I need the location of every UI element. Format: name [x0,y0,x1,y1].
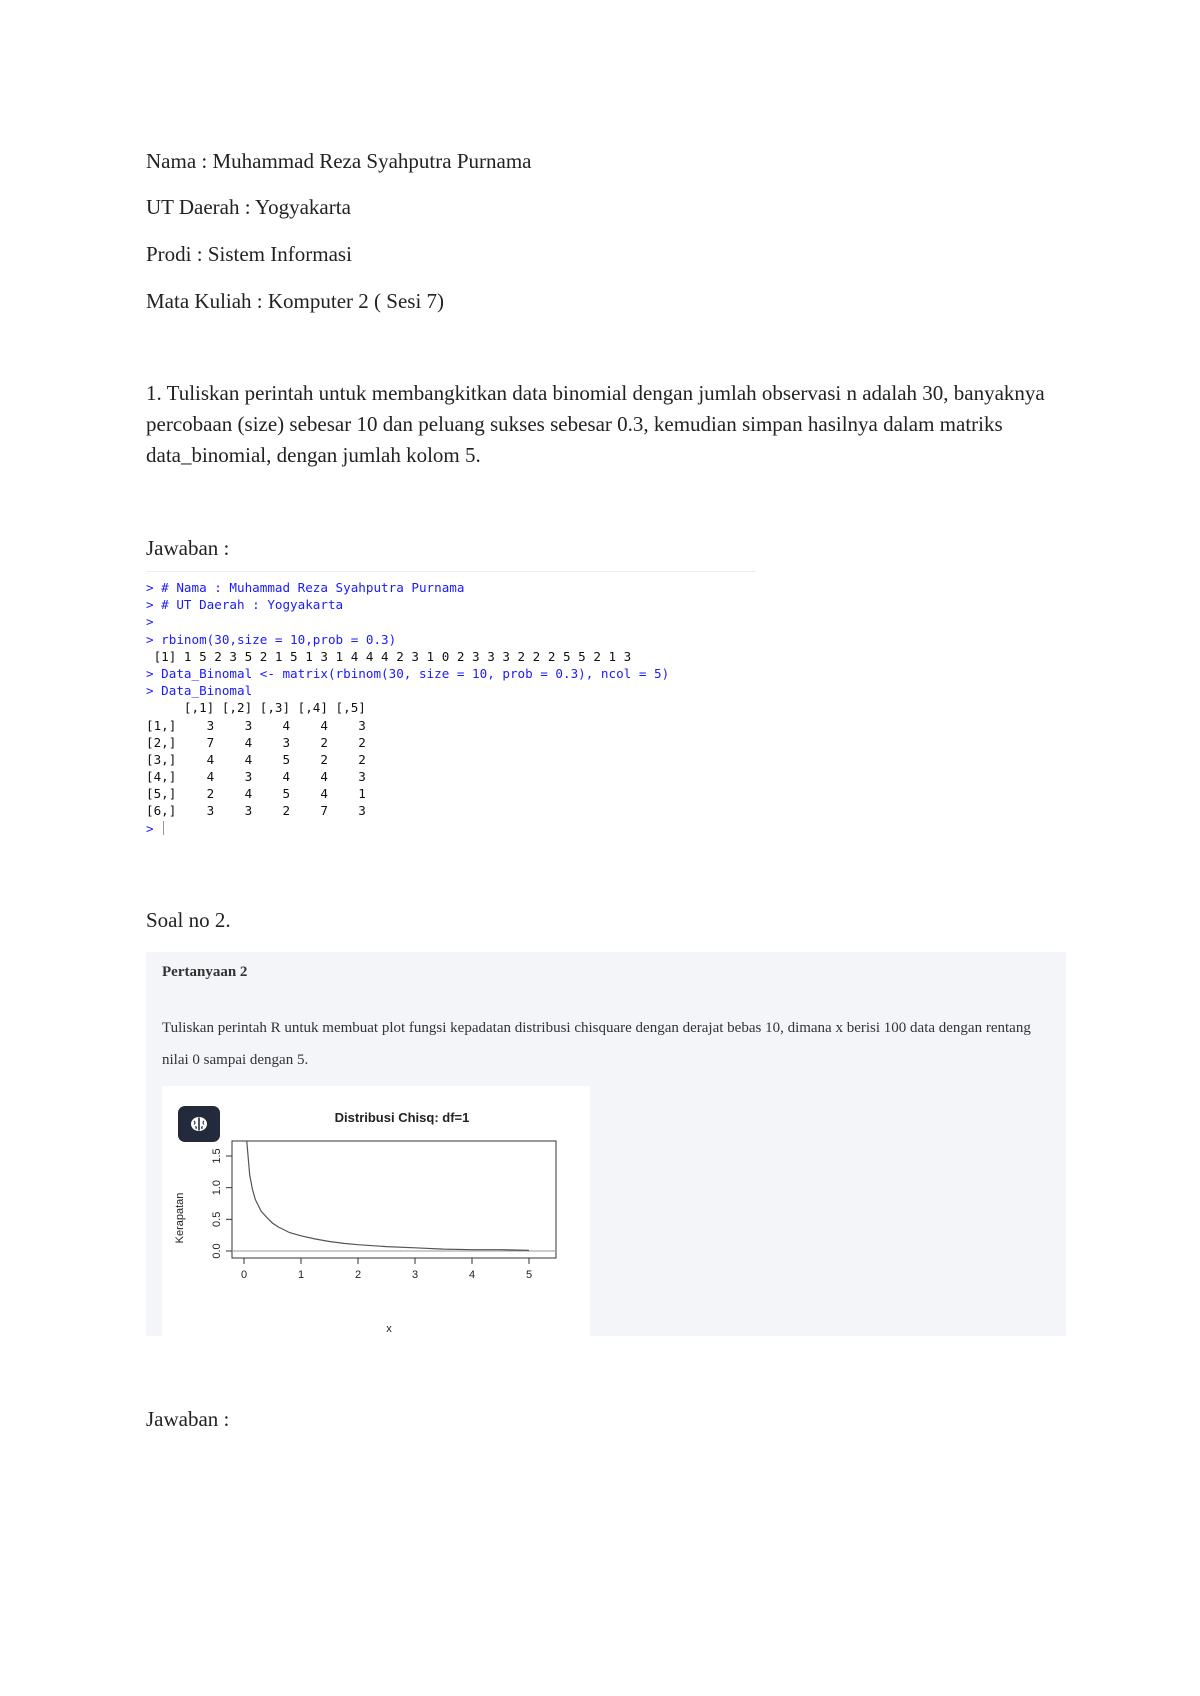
x-tick-label: 3 [411,1269,419,1281]
x-tick-label: 0 [240,1269,248,1281]
course-name: Mata Kuliah : Komputer 2 ( Sesi 7) [146,289,445,313]
console-output-line: [1] 1 5 2 3 5 2 1 5 1 3 1 4 4 4 2 3 1 0 2 3 3 3 2 2 2 5 5 2 1 3 [146,648,632,664]
student-name: Nama : Muhammad Reza Syahputra Purnama [146,149,532,173]
chisq-plot-card [162,1086,590,1336]
console-output-line: [4,] 4 3 4 4 3 [146,769,366,785]
console-output-line: [6,] 3 3 2 7 3 [146,803,366,819]
console-output-line: [2,] 7 4 3 2 2 [146,734,366,750]
panel-question-text: Tuliskan perintah R untuk membuat plot fungsi kepadatan distribusi chisquare dengan derajat bebas 10, dimana x berisi 100 data dengan rentang nilai 0 sampai dengan 5. [162,1020,1031,1068]
question-2-panel [146,952,1066,1336]
console-command-line: > # UT Daerah : Yogyakarta [146,597,344,613]
answer-1-label: Jawaban : [146,536,230,560]
console-command-line: > Data_Binomal <- matrix(rbinom(30, size = 10, prob = 0.3), ncol = 5) [146,665,670,681]
console-output-line: [,1] [,2] [,3] [,4] [,5] [146,700,366,716]
answer-2-label: Jawaban : [146,1407,230,1431]
console-command-line: > # Nama : Muhammad Reza Syahputra Purnama [146,580,465,595]
chart-title: Distribusi Chisq: df=1 [334,1110,470,1125]
x-tick-label: 2 [354,1269,362,1281]
console-command-line: > Data_Binomal [146,683,253,699]
r-console-screenshot [146,571,756,849]
x-tick-label: 1 [297,1269,305,1281]
console-output-line: [5,] 2 4 5 4 1 [146,786,366,802]
ut-region: UT Daerah : Yogyakarta [146,195,351,219]
density-curve [247,1141,529,1250]
x-tick-label: 5 [525,1269,533,1281]
y-tick-label: 0.5 [211,1211,223,1227]
console-command-line: > [146,820,756,837]
y-tick-label: 0.0 [211,1243,223,1259]
study-program: Prodi : Sistem Informasi [146,242,352,266]
console-output-line: [1,] 3 3 4 4 3 [146,717,366,733]
y-axis-label: Kerapatan [174,1192,186,1244]
console-cursor[interactable] [163,821,164,835]
question-1-text: 1. Tuliskan perintah untuk membangkitkan data binomial dengan jumlah observasi n adalah 30, banyaknya percobaan (size) sebesar 10 dan peluang sukses sebesar 0.3, kemudian simpan hasilnya dalam matriks data_binomial, dengan jumlah kolom 5. [146,381,1045,467]
y-tick-label: 1.5 [211,1148,223,1164]
x-axis-label: x [386,1323,392,1335]
question-2-label: Soal no 2. [146,908,231,932]
x-tick-label: 4 [468,1269,476,1281]
console-output-line: [3,] 4 4 5 2 2 [146,751,366,767]
chisq-density-chart [162,1086,590,1336]
console-command-line: > rbinom(30,size = 10,prob = 0.3) [146,631,397,647]
plot-frame [232,1141,556,1258]
panel-title: Pertanyaan 2 [162,964,248,980]
console-command-line: > [146,614,154,630]
y-tick-label: 1.0 [211,1180,223,1196]
